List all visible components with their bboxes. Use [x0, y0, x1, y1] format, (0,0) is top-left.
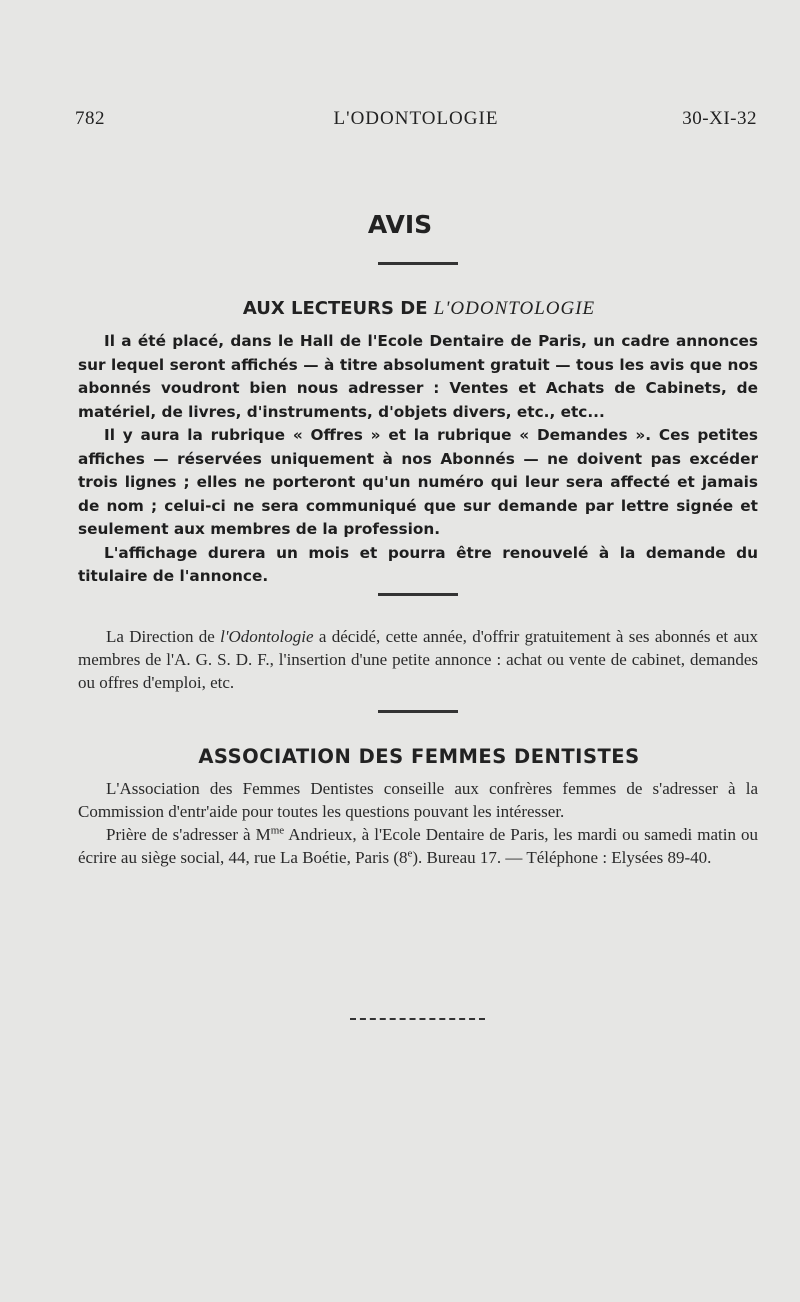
direction-notice — [78, 625, 758, 694]
avis-paragraph: Il a été placé, dans le Hall de l'Ecole Dentaire de Paris, un cadre annonces sur lequel seront affichés — à titre absolument gratuit — tous les avis que nos abonnés voudront bien nous adresser : Ventes et Achats de Cabinets, de matériel, de livres, d'instruments, d'objets divers, etc., etc... — [78, 332, 758, 421]
avis-paragraph: L'affichage durera un mois et pourra être renouvelé à la demande du titulaire de l'annonce. — [78, 543, 758, 585]
avis-subheading — [0, 298, 800, 320]
direction-paragraph — [78, 625, 758, 694]
superscript: e — [407, 847, 413, 860]
association-body — [78, 777, 758, 869]
direction-text: a décidé, cette année, d'offrir gratuitement à ses abonnés et aux membres de l'A. G. S. D. F., l'insertion d'une petite annonce : achat ou vente de cabinet, demandes ou offres d'emploi, etc. — [78, 627, 759, 692]
divider-rule — [378, 593, 458, 596]
superscript: me — [270, 824, 285, 837]
subheading-prefix: AUX LECTEURS DE — [242, 298, 428, 319]
end-ornament — [350, 1018, 485, 1023]
direction-text: La Direction de — [106, 627, 215, 646]
divider-rule — [378, 710, 458, 713]
association-paragraph: L'Association des Femmes Dentistes conseille aux confrères femmes de s'adresser à la Commission d'entr'aide pour toutes les questions pouvant les intéresser. — [78, 779, 758, 821]
direction-journal: l'Odontologie — [220, 627, 314, 646]
page-number: 782 — [75, 108, 105, 129]
journal-title: L'ODONTOLOGIE — [333, 108, 499, 129]
association-text: Prière de s'adresser à M — [106, 825, 271, 844]
association-text: ). Bureau 17. — Téléphone : Elysées 89-40. — [412, 848, 712, 867]
avis-title: AVIS — [367, 210, 433, 239]
association-title: ASSOCIATION DES FEMMES DENTISTES — [198, 745, 640, 768]
issue-date: 30-XI-32 — [682, 108, 757, 129]
subheading-journal: L'ODONTOLOGIE — [433, 298, 596, 319]
divider-rule — [378, 262, 458, 265]
running-head — [75, 108, 757, 136]
association-text: Andrieux, à l'Ecole Dentaire de Paris, les mardi ou samedi matin ou écrire au siège social, 44, rue La Boétie, Paris (8 — [78, 825, 758, 867]
association-paragraph — [78, 823, 758, 869]
avis-body — [78, 330, 758, 589]
avis-paragraph: Il y aura la rubrique « Offres » et la rubrique « Demandes ». Ces petites affiches — réservées uniquement à nos Abonnés — ne doivent pas excéder trois lignes ; elles ne porteront qu'un numéro qui leur sera affecté et jamais de nom ; celui-ci ne sera communiqué que sur demande par lettre signée et seulement aux membres de la profession. — [78, 426, 758, 538]
